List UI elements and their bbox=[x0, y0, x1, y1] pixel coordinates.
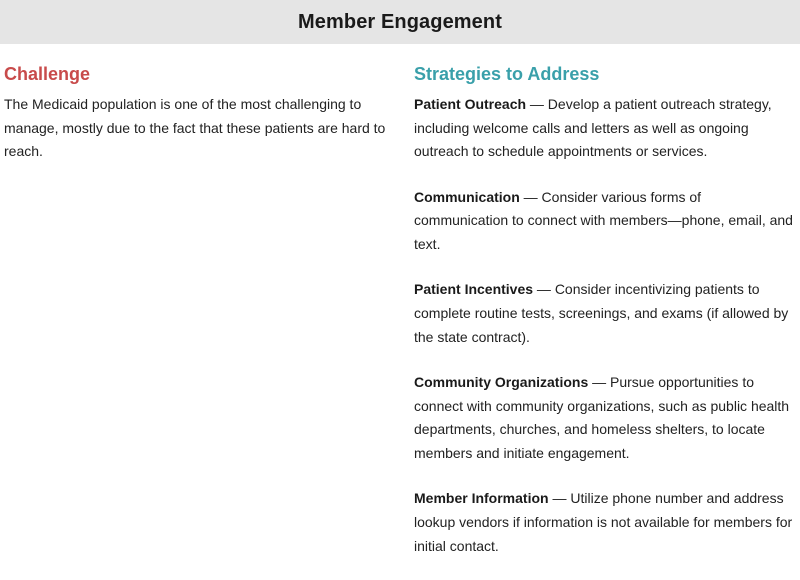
strategy-title: Communication bbox=[414, 188, 520, 205]
strategy-title: Patient Incentives bbox=[414, 281, 534, 298]
header-bar bbox=[0, 0, 800, 44]
strategy-member-information bbox=[414, 487, 798, 558]
strategy-text: — Consider incentivizing patients to complete routine tests, screenings, and exams (if allowed by the state contract). bbox=[414, 281, 789, 345]
strategy-communication bbox=[414, 186, 798, 257]
challenge-text: The Medicaid population is one of the most challenging to manage, mostly due to the fact that these patients are hard to reach. bbox=[4, 96, 386, 160]
strategy-text: — Pursue opportunities to connect with community organizations, such as public health departments, churches, and homeless shelters, to locate members and initiate engagement. bbox=[414, 373, 790, 461]
strategy-title: Member Information bbox=[414, 490, 549, 507]
strategy-title: Community Organizations bbox=[414, 373, 589, 390]
challenge-heading: Challenge bbox=[4, 64, 91, 84]
strategy-patient-outreach bbox=[414, 93, 798, 164]
strategy-text: — Develop a patient outreach strategy, including welcome calls and letters as well as ongoing outreach to schedule appointments or services. bbox=[414, 96, 772, 160]
strategy-patient-incentives bbox=[414, 278, 798, 349]
page-title: Member Engagement bbox=[298, 10, 502, 33]
strategies-heading: Strategies to Address bbox=[414, 64, 600, 84]
challenge-section bbox=[4, 61, 389, 164]
strategy-text: — Consider various forms of communication to connect with members—phone, email, and text. bbox=[414, 188, 793, 253]
strategy-text: — Utilize phone number and address lookup vendors if information is not available for members for initial contact. bbox=[414, 490, 793, 554]
strategy-community-organizations bbox=[414, 371, 798, 466]
strategies-section bbox=[414, 61, 798, 580]
strategy-title: Patient Outreach bbox=[414, 96, 527, 112]
